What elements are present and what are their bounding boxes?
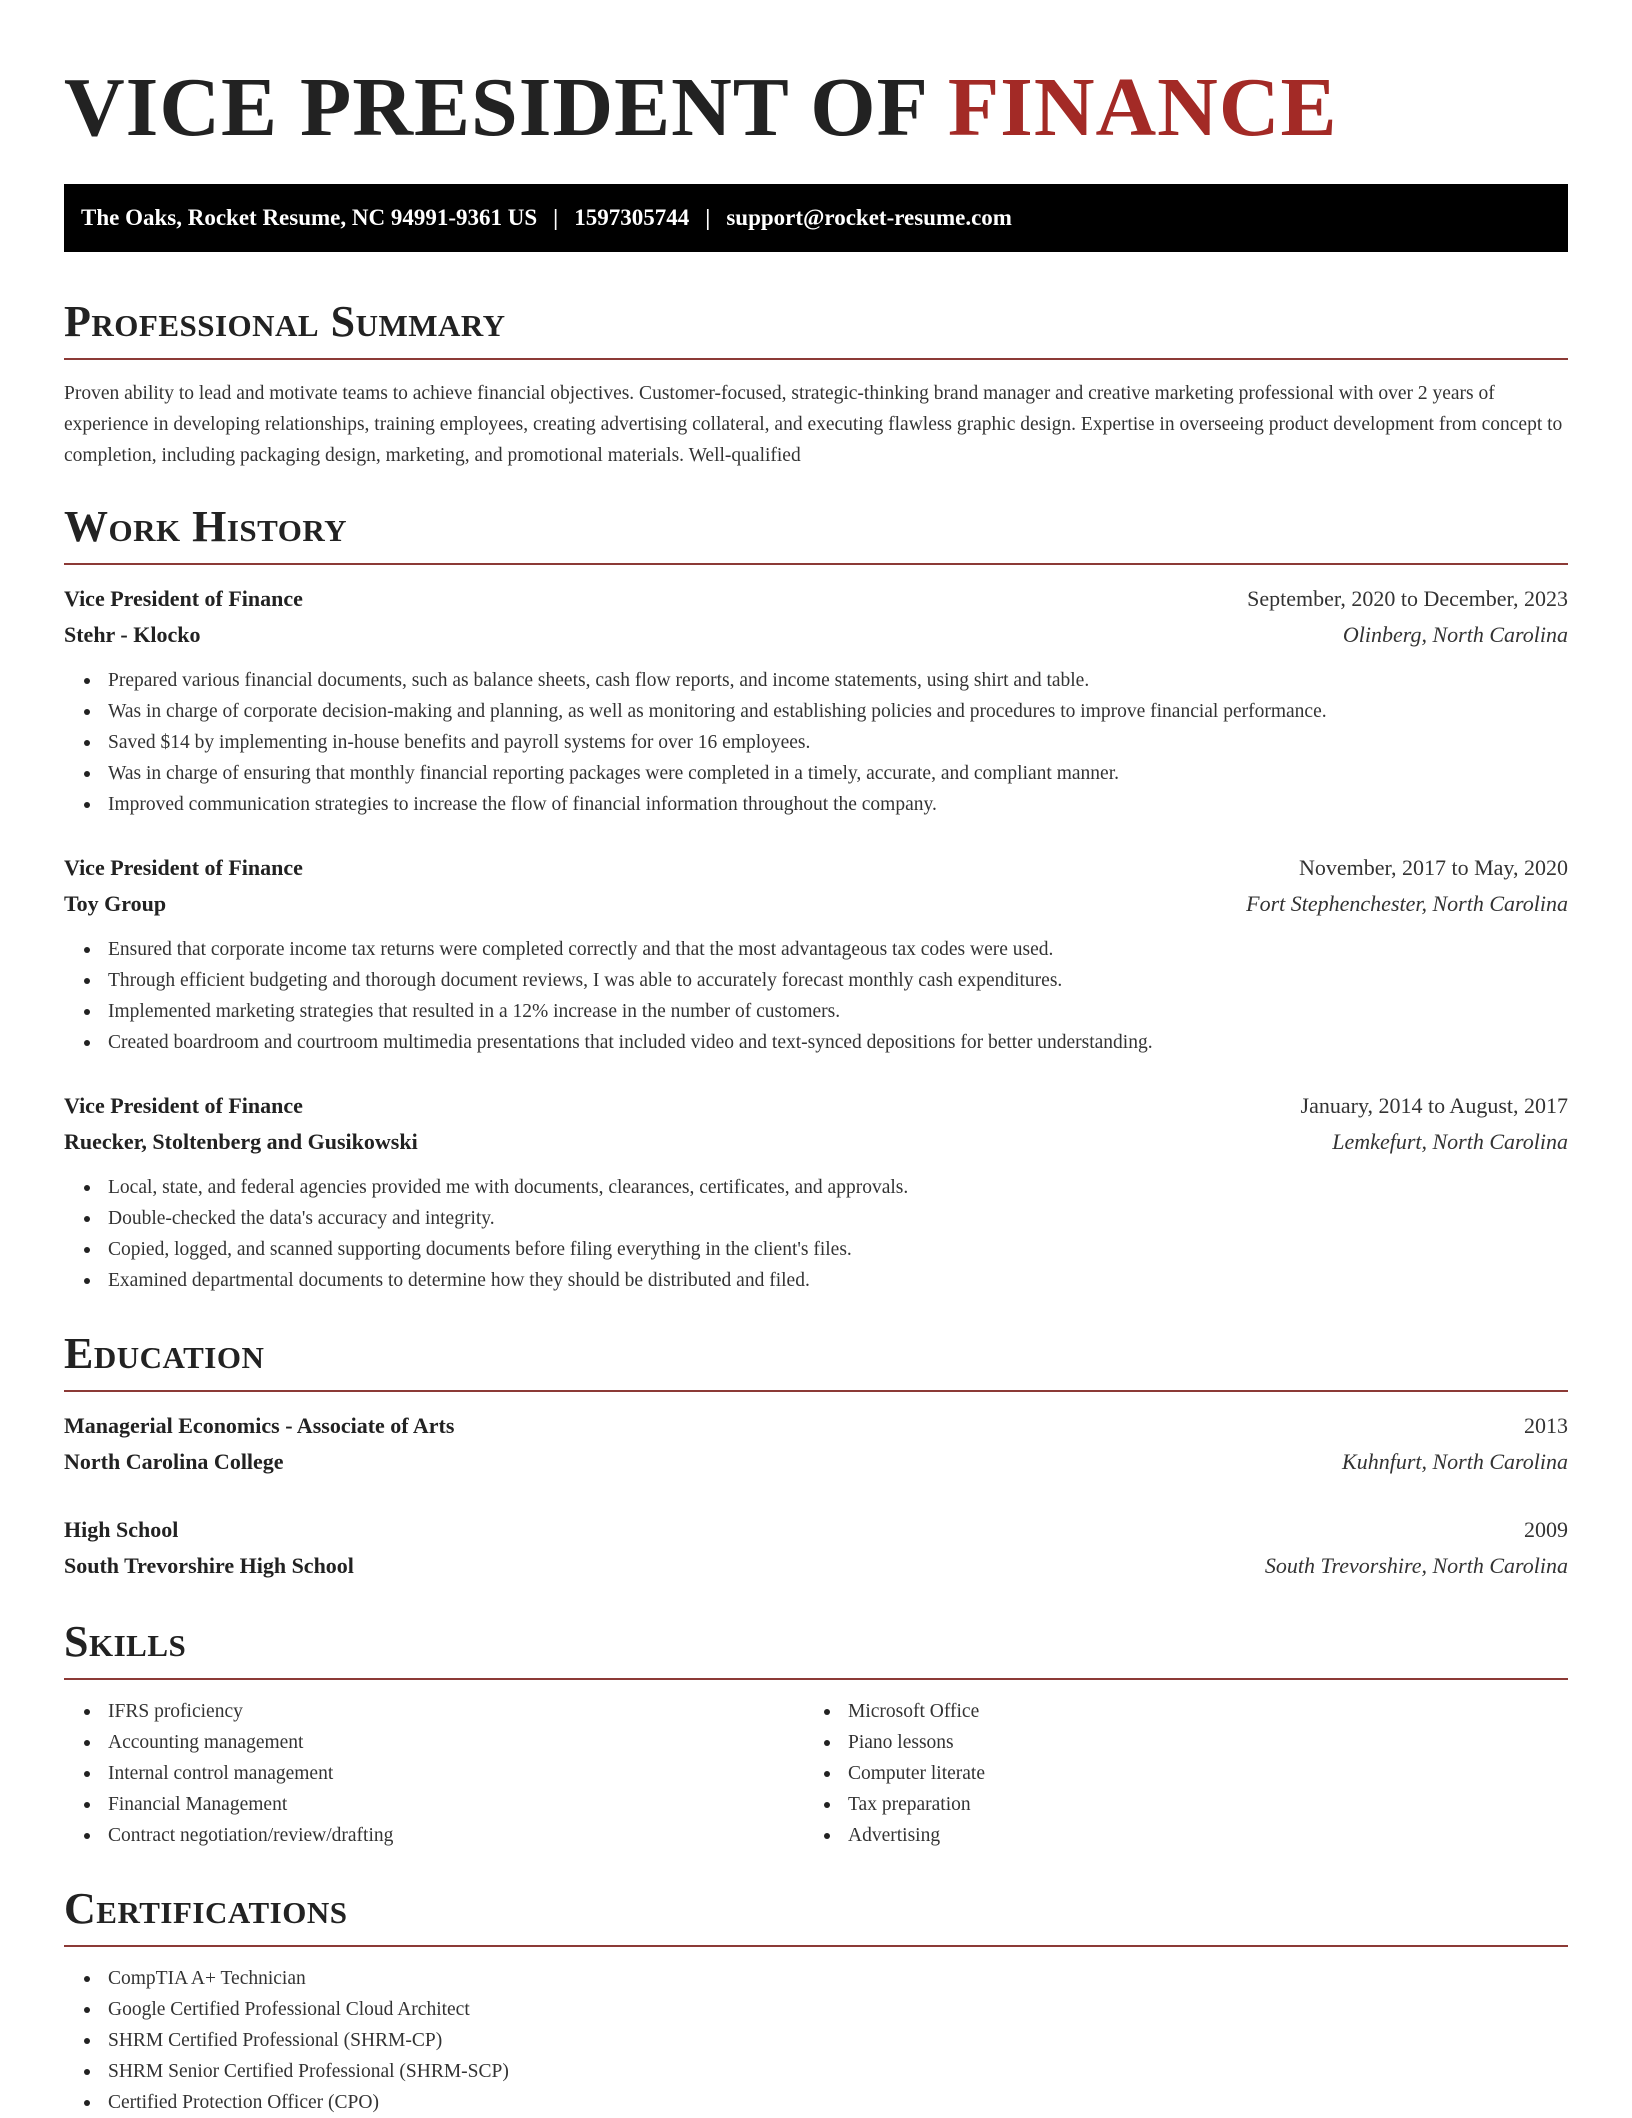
- list-item: Saved $14 by implementing in-house benefits and payroll systems for over 16 employees.: [108, 727, 1568, 758]
- list-item: IFRS proficiency: [108, 1696, 804, 1727]
- contact-separator: |: [553, 205, 559, 230]
- education-year: 2013: [1524, 1413, 1568, 1438]
- section-divider: [64, 1945, 1568, 1947]
- section-divider: [64, 1678, 1568, 1680]
- list-item: Through efficient budgeting and thorough document reviews, I was able to accurately forecast monthly cash expenditures.: [108, 965, 1568, 996]
- section-heading-certifications: Certifications: [64, 1884, 348, 1933]
- education-year: 2009: [1524, 1517, 1568, 1542]
- skills-list: [804, 1696, 1544, 1851]
- list-item: CompTIA A+ Technician: [108, 1963, 1568, 1994]
- list-item: Internal control management: [108, 1758, 804, 1789]
- skills-list: [64, 1696, 804, 1851]
- job-bullets: [64, 1172, 1568, 1296]
- section-heading-summary: Professional Summary: [64, 297, 506, 346]
- skills-section: [64, 1617, 1568, 1851]
- contact-email[interactable]: support@rocket-resume.com: [726, 205, 1012, 230]
- skills-column-right: [804, 1690, 1544, 1851]
- work-section: [64, 502, 1568, 1296]
- list-item: Copied, logged, and scanned supporting documents before filing everything in the client's files.: [108, 1234, 1568, 1265]
- education-school: North Carolina College: [64, 1449, 284, 1474]
- list-item: Ensured that corporate income tax returns were completed correctly and that the most advantageous tax codes were used.: [108, 934, 1568, 965]
- job-entry: [64, 850, 1568, 1058]
- list-item: Local, state, and federal agencies provided me with documents, clearances, certificates, and approvals.: [108, 1172, 1568, 1203]
- job-company: Stehr - Klocko: [64, 622, 201, 647]
- section-heading-education: Education: [64, 1329, 265, 1378]
- list-item: Was in charge of ensuring that monthly financial reporting packages were completed in a timely, accurate, and compliant manner.: [108, 758, 1568, 789]
- job-title: Vice President of Finance: [64, 1093, 303, 1118]
- education-entry: [64, 1512, 1568, 1584]
- certifications-section: [64, 1884, 1568, 2118]
- job-title: Vice President of Finance: [64, 586, 303, 611]
- education-entry: [64, 1408, 1568, 1480]
- list-item: Contract negotiation/review/drafting: [108, 1820, 804, 1851]
- section-heading-work: Work History: [64, 502, 348, 551]
- job-dates: November, 2017 to May, 2020: [1299, 855, 1568, 880]
- education-degree: Managerial Economics - Associate of Arts: [64, 1413, 455, 1438]
- job-entry: [64, 1088, 1568, 1296]
- skills-grid: [64, 1690, 1568, 1851]
- education-degree: High School: [64, 1517, 179, 1542]
- job-entry: [64, 581, 1568, 820]
- list-item: Financial Management: [108, 1789, 804, 1820]
- list-item: Double-checked the data's accuracy and integrity.: [108, 1203, 1568, 1234]
- job-location: Lemkefurt, North Carolina: [1332, 1129, 1568, 1154]
- list-item: Accounting management: [108, 1727, 804, 1758]
- list-item: Piano lessons: [848, 1727, 1544, 1758]
- job-bullets: [64, 665, 1568, 820]
- list-item: Examined departmental documents to determine how they should be distributed and filed.: [108, 1265, 1568, 1296]
- education-section: [64, 1329, 1568, 1584]
- list-item: Tax preparation: [848, 1789, 1544, 1820]
- job-dates: September, 2020 to December, 2023: [1247, 586, 1568, 611]
- list-item: Implemented marketing strategies that resulted in a 12% increase in the number of customers.: [108, 996, 1568, 1027]
- skills-column-left: [64, 1690, 804, 1851]
- list-item: Computer literate: [848, 1758, 1544, 1789]
- certifications-list: [64, 1963, 1568, 2118]
- contact-separator: |: [705, 205, 711, 230]
- title-accent: FINANCE: [947, 61, 1338, 154]
- job-title: Vice President of Finance: [64, 855, 303, 880]
- job-bullets: [64, 934, 1568, 1058]
- contact-bar: [64, 184, 1568, 252]
- contact-address: The Oaks, Rocket Resume, NC 94991-9361 US: [81, 205, 538, 230]
- section-divider: [64, 563, 1568, 565]
- list-item: Microsoft Office: [848, 1696, 1544, 1727]
- section-divider: [64, 358, 1568, 360]
- summary-text: Proven ability to lead and motivate teams to achieve financial objectives. Customer-focused, strategic-thinking brand manager and creative marketing professional with over 2 years of experience in developing relationships, training employees, creating advertising collateral, and executing flawless graphic design. Expertise in overseeing product development from concept to completion, including packaging design, marketing, and promotional materials. Well-qualified: [64, 383, 1563, 466]
- summary-section: [64, 297, 1568, 471]
- section-divider: [64, 1390, 1568, 1392]
- list-item: SHRM Certified Professional (SHRM-CP): [108, 2025, 1568, 2056]
- section-heading-skills: Skills: [64, 1617, 187, 1666]
- job-company: Ruecker, Stoltenberg and Gusikowski: [64, 1129, 418, 1154]
- list-item: Was in charge of corporate decision-making and planning, as well as monitoring and establishing policies and procedures to improve financial performance.: [108, 696, 1568, 727]
- list-item: Advertising: [848, 1820, 1544, 1851]
- contact-phone[interactable]: 1597305744: [574, 205, 690, 230]
- job-dates: January, 2014 to August, 2017: [1300, 1093, 1568, 1118]
- education-school: South Trevorshire High School: [64, 1553, 354, 1578]
- list-item: Improved communication strategies to increase the flow of financial information throughout the company.: [108, 789, 1568, 820]
- job-location: Fort Stephenchester, North Carolina: [1246, 891, 1568, 916]
- job-company: Toy Group: [64, 891, 167, 916]
- job-location: Olinberg, North Carolina: [1342, 622, 1568, 647]
- list-item: SHRM Senior Certified Professional (SHRM-SCP): [108, 2056, 1568, 2087]
- education-location: South Trevorshire, North Carolina: [1264, 1553, 1568, 1578]
- list-item: Created boardroom and courtroom multimedia presentations that included video and text-synced depositions for better understanding.: [108, 1027, 1568, 1058]
- list-item: Certified Protection Officer (CPO): [108, 2087, 1568, 2118]
- list-item: Google Certified Professional Cloud Architect: [108, 1994, 1568, 2025]
- education-location: Kuhnfurt, North Carolina: [1342, 1449, 1568, 1474]
- resume-title: [64, 61, 1568, 154]
- list-item: Prepared various financial documents, such as balance sheets, cash flow reports, and income statements, using shirt and table.: [108, 665, 1568, 696]
- title-main: VICE PRESIDENT OF: [64, 61, 948, 154]
